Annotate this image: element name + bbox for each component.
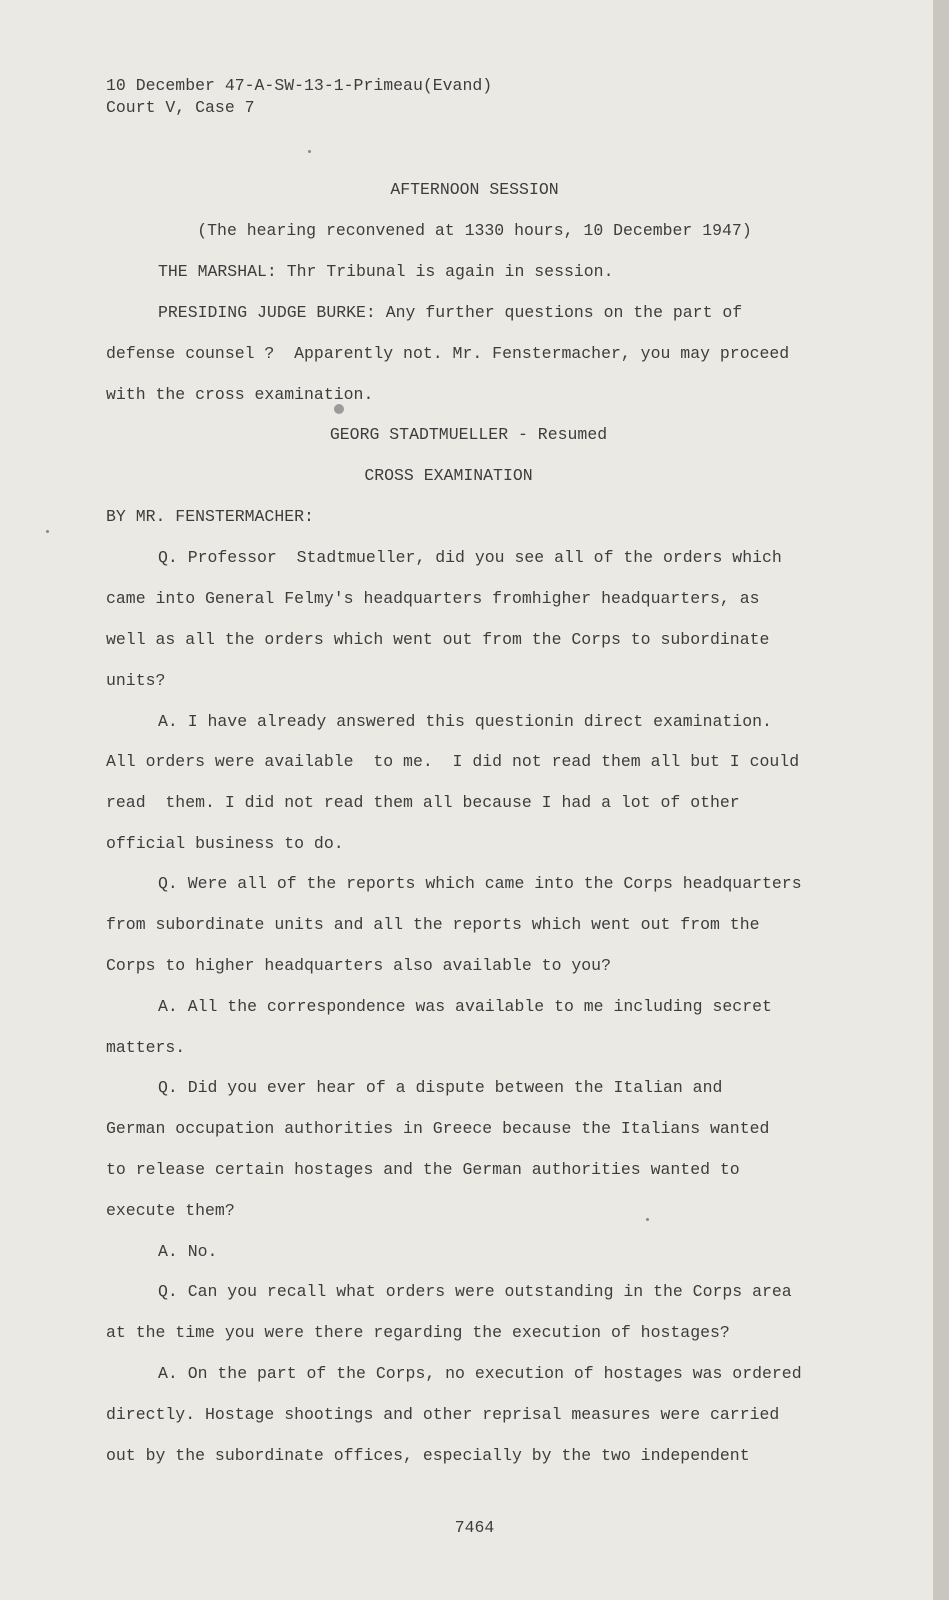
qa-line: Q. Did you ever hear of a dispute between the Italian and [158,1078,723,1097]
header-line-2: Court V, Case 7 [106,98,255,117]
witness-heading: GEORG STADTMUELLER - Resumed [329,425,608,444]
qa-line: from subordinate units and all the reports which went out from the [106,915,760,934]
qa-line: at the time you were there regarding the execution of hostages? [106,1323,730,1342]
header-line-1: 10 December 47-A-SW-13-1-Primeau(Evand) [106,76,493,95]
qa-line: official business to do. [106,834,344,853]
qa-line: read them. I did not read them all because I had a lot of other [106,793,740,812]
judge-statement-line: PRESIDING JUDGE BURKE: Any further questions on the part of [158,303,743,322]
page-number: 7464 [454,1518,495,1537]
qa-line: out by the subordinate offices, especially by the two independent [106,1446,750,1465]
judge-statement-line: defense counsel ? Apparently not. Mr. Fenstermacher, you may proceed [106,344,790,363]
qa-line: matters. [106,1038,186,1057]
scan-speck [46,530,49,533]
qa-line: A. No. [158,1242,218,1261]
qa-line: to release certain hostages and the German authorities wanted to [106,1160,740,1179]
qa-line: Q. Were all of the reports which came into the Corps headquarters [158,874,802,893]
qa-line: All orders were available to me. I did not read them all but I could [106,752,800,771]
qa-line: well as all the orders which went out from the Corps to subordinate [106,630,770,649]
qa-line: Q. Can you recall what orders were outstanding in the Corps area [158,1282,792,1301]
qa-line: A. On the part of the Corps, no execution of hostages was ordered [158,1364,802,1383]
reconvene-note: (The hearing reconvened at 1330 hours, 10 December 1947) [197,221,752,240]
qa-line: came into General Felmy's headquarters fromhigher headquarters, as [106,589,760,608]
scan-speck [334,404,344,414]
scan-speck [308,150,311,153]
qa-line: German occupation authorities in Greece because the Italians wanted [106,1119,770,1138]
scan-speck [646,1218,649,1221]
qa-line: directly. Hostage shootings and other reprisal measures were carried [106,1405,780,1424]
qa-line: A. All the correspondence was available to me including secret [158,997,772,1016]
judge-statement-line: with the cross examination. [106,385,374,404]
qa-line: Q. Professor Stadtmueller, did you see all of the orders which [158,548,782,567]
exam-heading: CROSS EXAMINATION [364,466,533,485]
session-title: AFTERNOON SESSION [390,180,559,199]
qa-line: Corps to higher headquarters also available to you? [106,956,611,975]
marshal-statement: THE MARSHAL: Thr Tribunal is again in session. [158,262,614,281]
examiner-line: BY MR. FENSTERMACHER: [106,507,314,526]
qa-line: execute them? [106,1201,235,1220]
qa-line: A. I have already answered this questionin direct examination. [158,712,772,731]
qa-line: units? [106,671,166,690]
